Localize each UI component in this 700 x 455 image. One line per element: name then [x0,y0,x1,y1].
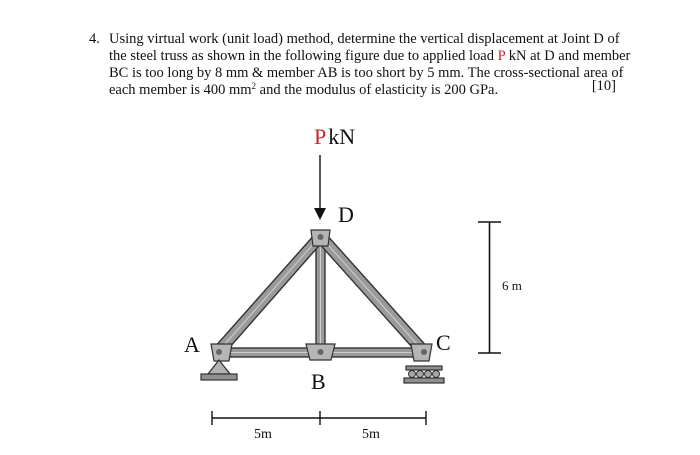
load-symbol: P [314,124,327,149]
question-text-2a: the steel truss as shown in the following figure due to applied load [109,48,498,64]
area-superscript: 2 [251,81,257,91]
question-text-1: Using virtual work (unit load) method, determine the vertical displacement at Joint D of [109,31,620,47]
height-dimension [478,222,501,353]
roller-support-c [404,366,444,383]
span-left-label: 5m [254,427,272,442]
span-right-label: 5m [362,427,380,442]
truss-members [213,232,429,357]
joint-b-label: B [311,369,326,394]
height-dimension-label: 6 m [502,278,522,293]
span-dimension [212,411,426,425]
pin-d [318,234,324,240]
marks-label: [10] [591,78,616,94]
pin-a [216,349,222,355]
pin-c [421,349,427,355]
question-text-3: BC is too long by 8 mm & member AB is too short by 5 mm. The cross-sectional area of [109,65,624,81]
load-unit: kN [328,124,356,149]
question-text-2b: kN at D and member [505,48,631,64]
question-number: 4. [89,31,100,47]
pin-support-a [201,360,237,380]
load-label [314,124,355,149]
load-arrow [314,155,326,220]
question-text-4a: each member is 400 mm [109,82,252,98]
question-text-4b: and the modulus of elasticity is 200 GPa. [256,82,499,98]
load-symbol-inline: P [497,48,506,64]
joint-c-label: C [436,330,451,355]
joint-d-label: D [338,202,354,227]
joint-a-label: A [184,332,200,357]
pin-b [318,349,324,355]
